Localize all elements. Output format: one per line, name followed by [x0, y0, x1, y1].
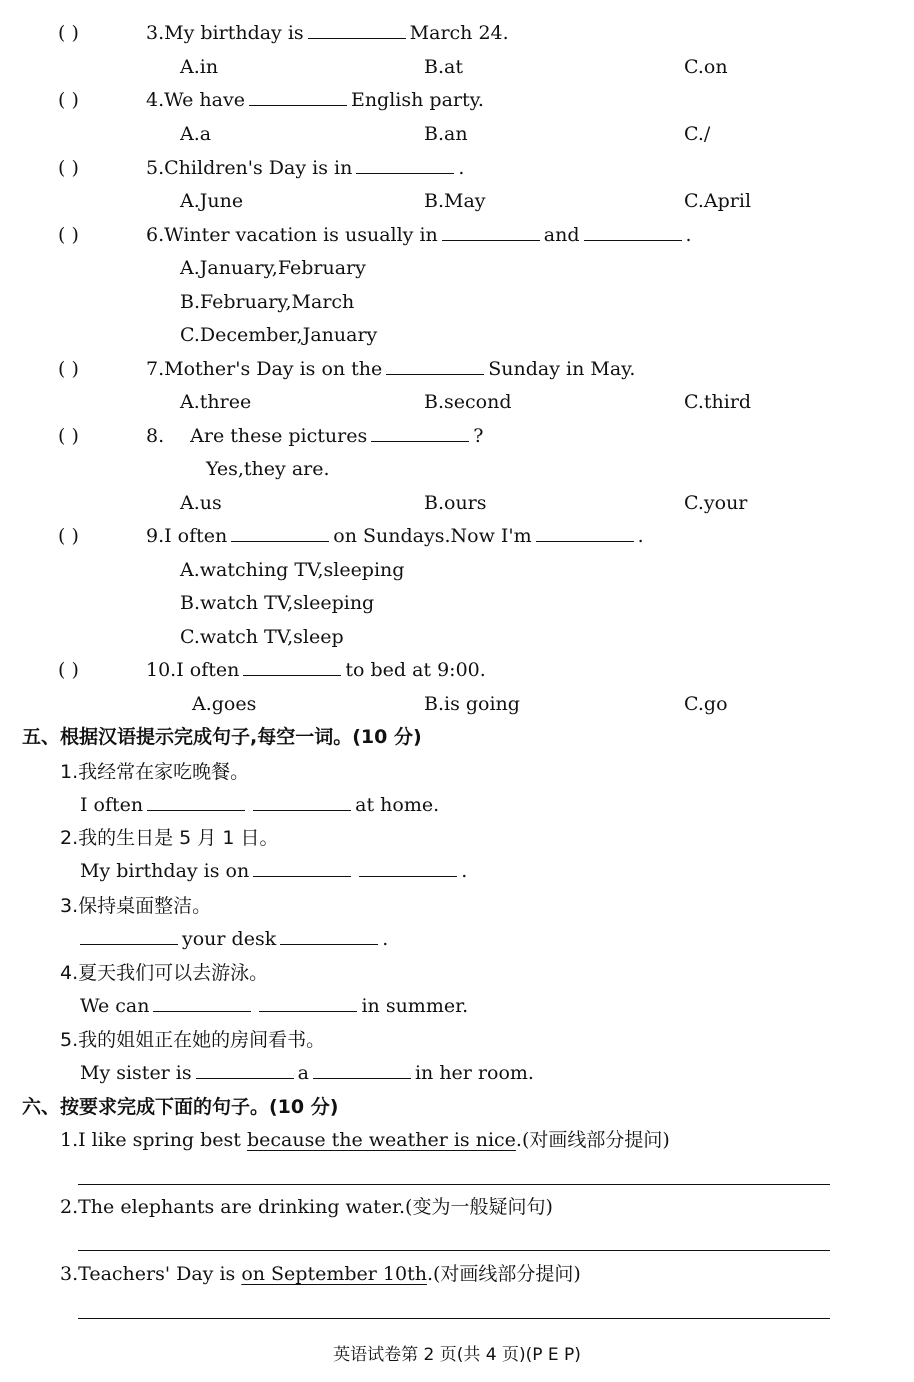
answer-line[interactable]	[78, 1250, 830, 1251]
question-7: 7.Mother's Day is on the Sunday in May.	[146, 358, 636, 380]
blank[interactable]	[153, 997, 251, 1012]
option-b[interactable]: B.at	[424, 56, 463, 78]
blank[interactable]	[196, 1064, 294, 1079]
page-footer: 英语试卷第 2 页(共 4 页)(P E P)	[333, 1345, 581, 1365]
question-9: 9.I often on Sundays.Now I'm .	[146, 525, 644, 547]
s5-item-1-english: I often at home.	[80, 794, 440, 816]
blank[interactable]	[371, 427, 469, 442]
answer-paren[interactable]: ( )	[58, 358, 79, 380]
s5-item-2-english: My birthday is on .	[80, 860, 468, 882]
option-b[interactable]: B.an	[424, 123, 468, 145]
answer-line[interactable]	[78, 1184, 830, 1185]
s6-item-3: 3.Teachers' Day is on September 10th.(对画线部分提问)	[60, 1263, 581, 1285]
option-c[interactable]: C.third	[684, 391, 752, 413]
blank[interactable]	[442, 226, 540, 241]
s6-item-2: 2.The elephants are drinking water.(变为一般疑问句)	[60, 1196, 553, 1218]
option-c[interactable]: C./	[684, 123, 711, 145]
option-a[interactable]: A.June	[180, 190, 244, 212]
blank[interactable]	[280, 930, 378, 945]
option-b[interactable]: B.ours	[424, 492, 487, 514]
question-5: 5.Children's Day is in .	[146, 157, 465, 179]
answer-paren[interactable]: ( )	[58, 224, 79, 246]
s5-item-4-english: We can in summer.	[80, 995, 469, 1017]
answer-paren[interactable]: ( )	[58, 22, 79, 44]
blank[interactable]	[259, 997, 357, 1012]
blank[interactable]	[584, 226, 682, 241]
option-a[interactable]: A.January,February	[180, 257, 366, 279]
question-6: 6.Winter vacation is usually in and .	[146, 224, 692, 246]
option-b[interactable]: B.watch TV,sleeping	[180, 592, 375, 614]
blank[interactable]	[80, 930, 178, 945]
blank[interactable]	[147, 796, 245, 811]
question-8-reply: Yes,they are.	[206, 458, 330, 480]
s6-item-1: 1.I like spring best because the weather is nice.(对画线部分提问)	[60, 1129, 670, 1151]
s5-item-3-chinese: 3.保持桌面整洁。	[60, 895, 212, 917]
blank[interactable]	[253, 796, 351, 811]
blank[interactable]	[253, 862, 351, 877]
section-5-title: 五、根据汉语提示完成句子,每空一词。(10 分)	[22, 726, 422, 748]
s5-item-4-chinese: 4.夏天我们可以去游泳。	[60, 962, 269, 984]
option-c[interactable]: C.on	[684, 56, 728, 78]
answer-paren[interactable]: ( )	[58, 659, 79, 681]
question-8: 8. Are these pictures ?	[146, 425, 484, 447]
blank[interactable]	[313, 1064, 411, 1079]
blank[interactable]	[536, 527, 634, 542]
answer-line[interactable]	[78, 1318, 830, 1319]
option-c[interactable]: C.December,January	[180, 324, 378, 346]
option-a[interactable]: A.a	[180, 123, 212, 145]
option-c[interactable]: C.go	[684, 693, 728, 715]
option-b[interactable]: B.May	[424, 190, 486, 212]
blank[interactable]	[356, 159, 454, 174]
blank[interactable]	[249, 91, 347, 106]
s5-item-5-chinese: 5.我的姐姐正在她的房间看书。	[60, 1029, 326, 1051]
s5-item-5-english: My sister is a in her room.	[80, 1062, 534, 1084]
answer-paren[interactable]: ( )	[58, 89, 79, 111]
question-10: 10.I often to bed at 9:00.	[146, 659, 486, 681]
question-3: 3.My birthday is March 24.	[146, 22, 509, 44]
answer-paren[interactable]: ( )	[58, 157, 79, 179]
blank[interactable]	[386, 360, 484, 375]
blank[interactable]	[243, 661, 341, 676]
section-6-title: 六、按要求完成下面的句子。(10 分)	[22, 1096, 339, 1118]
blank[interactable]	[359, 862, 457, 877]
option-a[interactable]: A.three	[180, 391, 252, 413]
option-b[interactable]: B.second	[424, 391, 512, 413]
option-b[interactable]: B.is going	[424, 693, 520, 715]
s5-item-1-chinese: 1.我经常在家吃晚餐。	[60, 761, 250, 783]
answer-paren[interactable]: ( )	[58, 525, 79, 547]
question-4: 4.We have English party.	[146, 89, 484, 111]
option-a[interactable]: A.goes	[192, 693, 257, 715]
option-b[interactable]: B.February,March	[180, 291, 355, 313]
s5-item-3-english: your desk .	[76, 928, 388, 950]
option-a[interactable]: A.in	[180, 56, 219, 78]
option-c[interactable]: C.watch TV,sleep	[180, 626, 344, 648]
blank[interactable]	[308, 24, 406, 39]
option-a[interactable]: A.watching TV,sleeping	[180, 559, 405, 581]
s5-item-2-chinese: 2.我的生日是 5 月 1 日。	[60, 827, 279, 849]
answer-paren[interactable]: ( )	[58, 425, 79, 447]
option-c[interactable]: C.your	[684, 492, 748, 514]
option-c[interactable]: C.April	[684, 190, 752, 212]
option-a[interactable]: A.us	[180, 492, 222, 514]
blank[interactable]	[231, 527, 329, 542]
